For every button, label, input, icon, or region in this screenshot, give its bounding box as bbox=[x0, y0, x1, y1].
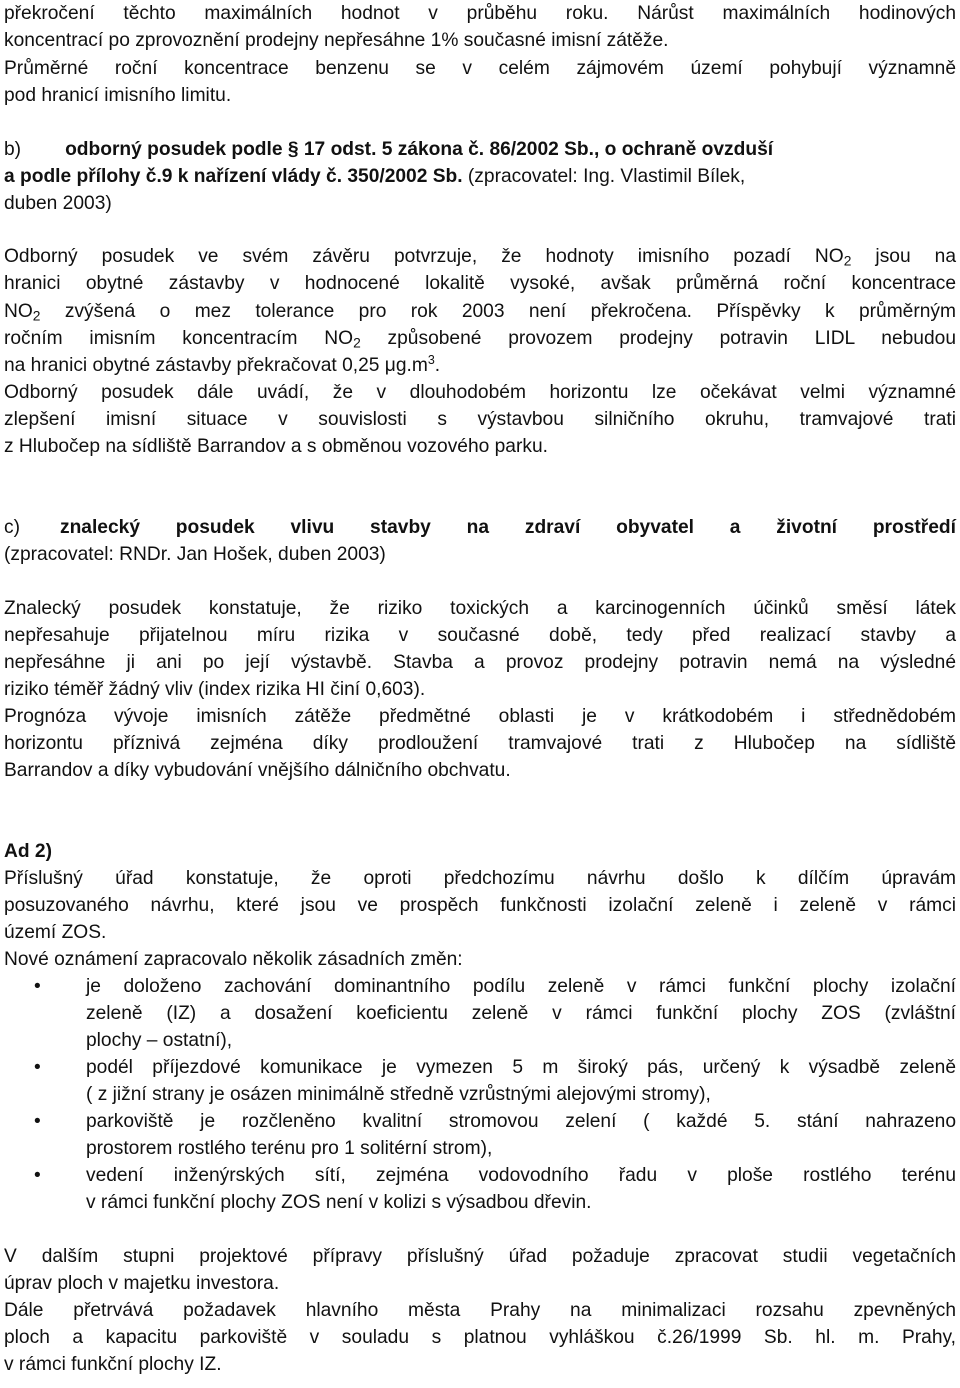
list-item: je doloženo zachování dominantního podílu zeleně v rámci funkční plochy izolační bbox=[86, 976, 956, 997]
text-line: nepřesáhne ji ani po její výstavbě. Stavba a provoz prodejny potravin nemá na výsledné bbox=[4, 652, 956, 673]
section-c-title: znalecký posudek vlivu stavby na zdraví obyvatel a životní prostředí bbox=[59, 517, 956, 538]
text-line: hranici obytné zástavby v hodnocené lokalitě vysoké, avšak průměrná roční koncentrace bbox=[4, 273, 956, 294]
section-b-title-1: odborný posudek podle bbox=[65, 139, 283, 160]
text-line: v rámci funkční plochy IZ. bbox=[4, 1354, 222, 1375]
section-b-label: b) bbox=[4, 139, 22, 160]
text-line: koncentrací po zprovoznění prodejny nepřesáhne 1% současné imisní zátěže. bbox=[4, 30, 669, 51]
text-line: Barrandov a díky vybudování vnějšího dálničního obchvatu. bbox=[4, 760, 511, 781]
text-line: úprav ploch v majetku investora. bbox=[4, 1273, 280, 1294]
text-line: Průměrné roční koncentrace benzenu se v celém zájmovém území pohybují významně bbox=[4, 58, 956, 79]
list-item: v rámci funkční plochy ZOS není v kolizi s výsadbou dřevin. bbox=[86, 1192, 592, 1213]
bullet-icon: • bbox=[34, 1057, 41, 1078]
list-item: podél příjezdové komunikace je vymezen 5 m široký pás, určený k výsadbě zeleně bbox=[86, 1057, 956, 1078]
text-line: z Hlubočep na sídliště Barrandov a s obměnou vozového parku. bbox=[4, 436, 548, 457]
text-line: nepřesahuje přijatelnou míru rizika v současné době, tedy před realizací stavby a bbox=[4, 625, 956, 646]
bullet-icon: • bbox=[34, 1165, 41, 1186]
text-line: pod hranicí imisního limitu. bbox=[4, 85, 232, 106]
bullet-icon: • bbox=[34, 976, 41, 997]
text-line: V dalším stupni projektové přípravy příslušný úřad požaduje zpracovat studii vegetačních bbox=[4, 1246, 956, 1267]
section-b-title-4: a podle přílohy č.9 k nařízení vlády č. 350/2002 Sb. bbox=[4, 166, 463, 187]
section-sign: § bbox=[287, 139, 299, 160]
list-item: parkoviště je rozčleněno kvalitní stromovou zelení ( každé 5. stání nahrazeno bbox=[86, 1111, 956, 1132]
text-line: překročení těchto maximálních hodnot v průběhu roku. Nárůst maximálních hodinových bbox=[4, 3, 956, 24]
section-b-heading bbox=[4, 138, 773, 162]
text-line: Nové oznámení zapracovalo několik zásadních změn: bbox=[4, 949, 463, 970]
text-line: riziko téměř žádný vliv (index rizika HI činí 0,603). bbox=[4, 679, 426, 700]
list-item: plochy – ostatní), bbox=[86, 1030, 233, 1051]
section-c-label: c) bbox=[4, 517, 20, 538]
text-line: Příslušný úřad konstatuje, že oproti předchozímu návrhu došlo k dílčím úpravám bbox=[4, 868, 956, 889]
text-line: Odborný posudek ve svém závěru potvrzuje, že hodnoty imisního pozadí $NO_2$ jsou na bbox=[4, 246, 957, 269]
section-b-heading-line2 bbox=[4, 165, 745, 189]
list-item: zeleně (IZ) a dosažení koeficientu zeleně v rámci funkční plochy ZOS (zvláštní bbox=[86, 1003, 956, 1024]
text-line: ročním imisním koncentracím $NO_2$ způsobené provozem prodejny potravin LIDL nebudou bbox=[4, 328, 956, 351]
list-item: vedení inženýrských sítí, zejména vodovodního řadu v ploše rostlého terénu bbox=[86, 1165, 956, 1186]
list-item: ( z jižní strany je osázen minimálně středně vzrůstnými alejovými stromy), bbox=[86, 1084, 711, 1105]
bullet-icon: • bbox=[34, 1111, 41, 1132]
text-line: území ZOS. bbox=[4, 922, 107, 943]
text-line: ploch a kapacitu parkoviště v souladu s platnou vyhláškou č.26/1999 Sb. hl. m. Prahy, bbox=[4, 1327, 956, 1348]
text-line: $NO_2$ zvýšená o mez tolerance pro rok 2003 není překročena. Příspěvky k průměrným bbox=[4, 301, 956, 324]
section-b-title-2: 17 odst. 5 zákona č. 86/2002 Sb. bbox=[303, 139, 594, 160]
text-line: Znalecký posudek konstatuje, že riziko toxických a karcinogenních účinků směsí látek bbox=[4, 598, 956, 619]
text-line: zlepšení imisní situace v souvislosti s výstavbou silničního okruhu, tramvajové trati bbox=[4, 409, 956, 430]
text-line: Odborný posudek dále uvádí, že v dlouhodobém horizontu lze očekávat velmi významné bbox=[4, 382, 956, 403]
ad2-heading: Ad 2) bbox=[4, 841, 52, 862]
text-line: posuzovaného návrhu, které jsou ve prospěch funkčnosti izolační zeleně i zeleně v rámci bbox=[4, 895, 956, 916]
section-b-title-3: , o ochraně ovzduší bbox=[593, 139, 774, 160]
section-b-author-2: duben 2003) bbox=[4, 193, 112, 214]
text-line: Dále přetrvává požadavek hlavního města Prahy na minimalizaci rozsahu zpevněných bbox=[4, 1300, 956, 1321]
list-item: prostorem rostlého terénu pro 1 solitérní strom), bbox=[86, 1138, 493, 1159]
section-c-author: (zpracovatel: RNDr. Jan Hošek, duben 2003) bbox=[4, 544, 386, 565]
text-line: na hranici obytné zástavby překračovat 0,25 $\mu g.m^3$. bbox=[4, 353, 441, 376]
text-line: horizontu příznivá zejména díky prodloužení tramvajové trati z Hlubočep na sídliště bbox=[4, 733, 956, 754]
section-b-author-1: (zpracovatel: Ing. Vlastimil Bílek, bbox=[467, 166, 746, 187]
text-line: Prognóza vývoje imisních zátěže předmětné oblasti je v krátkodobém i střednědobém bbox=[4, 706, 956, 727]
section-c-heading bbox=[4, 516, 956, 540]
